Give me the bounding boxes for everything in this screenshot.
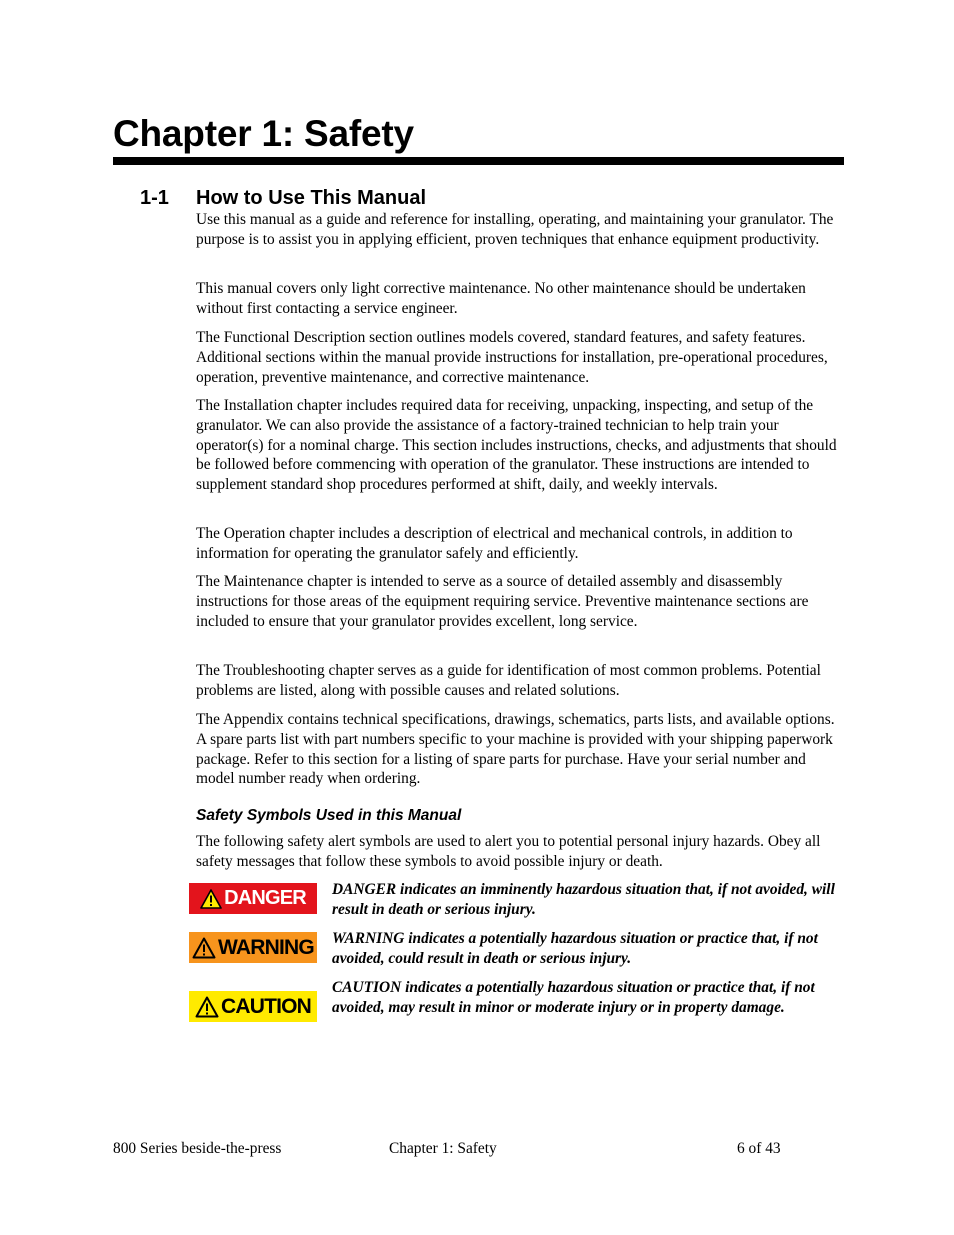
paragraph-maintenance: The Maintenance chapter is intended to serve as a source of detailed assembly and disassembly instructions for those areas of the equipment requiring service. Preventive maintenance sections are included to ensure that your granulator provides excellent, long service. (196, 573, 809, 630)
safety-intro: The following safety alert symbols are used to alert you to potential personal injury hazards. Obey all safety messages that follow these symbols to avoid possible injury or death. (196, 833, 821, 870)
caution-sign (189, 991, 317, 1022)
safety-symbols-heading: Safety Symbols Used in this Manual (196, 807, 462, 824)
footer-page-number: 6 of 43 (737, 1140, 781, 1157)
caution-sign-label: CAUTION (220, 994, 312, 1018)
danger-sign-label: DANGER (224, 887, 306, 909)
paragraph-intro: Use this manual as a guide and reference for installing, operating, and maintaining your granulator. The purpose is to assist you in applying efficient, proven techniques that enhance equipment productivity. (196, 211, 834, 248)
warning-sign (189, 932, 317, 963)
section-title: How to Use This Manual (196, 187, 427, 209)
danger-sign (189, 883, 317, 914)
section-heading (140, 184, 426, 212)
chapter-title-rule (113, 157, 844, 165)
caution-message: CAUTION indicates a potentially hazardous situation or practice that, if not avoided, may result in minor or moderate injury or in property damage. (332, 979, 815, 1016)
warning-triangle-icon (192, 937, 216, 959)
paragraph-functional-description: The Functional Description section outlines models covered, standard features, and safety features. Additional sections within the manual provide instructions for installation, pre-operational procedures, operation, preventive maintenance, and corrective maintenance. (196, 329, 828, 386)
paragraph-troubleshooting: The Troubleshooting chapter serves as a guide for identification of most common problems. Potential problems are listed, along with possible causes and related solutions. (196, 662, 821, 699)
paragraph-operation: The Operation chapter includes a description of electrical and mechanical controls, in addition to information for operating the granulator safely and efficiently. (196, 525, 793, 562)
paragraph-installation: The Installation chapter includes required data for receiving, unpacking, inspecting, and setup of the granulator. We can also provide the assistance of a factory-trained technician to help train your operator(s) for a nominal charge. This section includes instructions, checks, and adjustments that should be followed before commencing with operation of the granulator. These instructions are intended to supplement standard shop procedures performed at shift, daily, and weekly intervals. (196, 397, 837, 494)
warning-triangle-icon (195, 996, 219, 1018)
warning-triangle-icon (200, 889, 222, 909)
paragraph-scope: This manual covers only light corrective maintenance. No other maintenance should be undertaken without first contacting a service engineer. (196, 280, 806, 317)
chapter-title: Chapter 1: Safety (113, 113, 414, 154)
danger-message: DANGER indicates an imminently hazardous situation that, if not avoided, will result in death or serious injury. (332, 881, 835, 918)
section-number: 1-1 (140, 187, 169, 209)
footer-chapter: Chapter 1: Safety (389, 1140, 497, 1157)
warning-message: WARNING indicates a potentially hazardous situation or practice that, if not avoided, could result in death or serious injury. (332, 930, 818, 967)
paragraph-appendix: The Appendix contains technical specifications, drawings, schematics, parts lists, and available options. A spare parts list with part numbers specific to your machine is provided with your shipping paperwork package. Refer to this section for a listing of spare parts for purchase. Have your serial number and model number ready when ordering. (196, 711, 835, 788)
warning-sign-label: WARNING (218, 935, 314, 959)
footer-document-name: 800 Series beside-the-press (113, 1140, 282, 1157)
